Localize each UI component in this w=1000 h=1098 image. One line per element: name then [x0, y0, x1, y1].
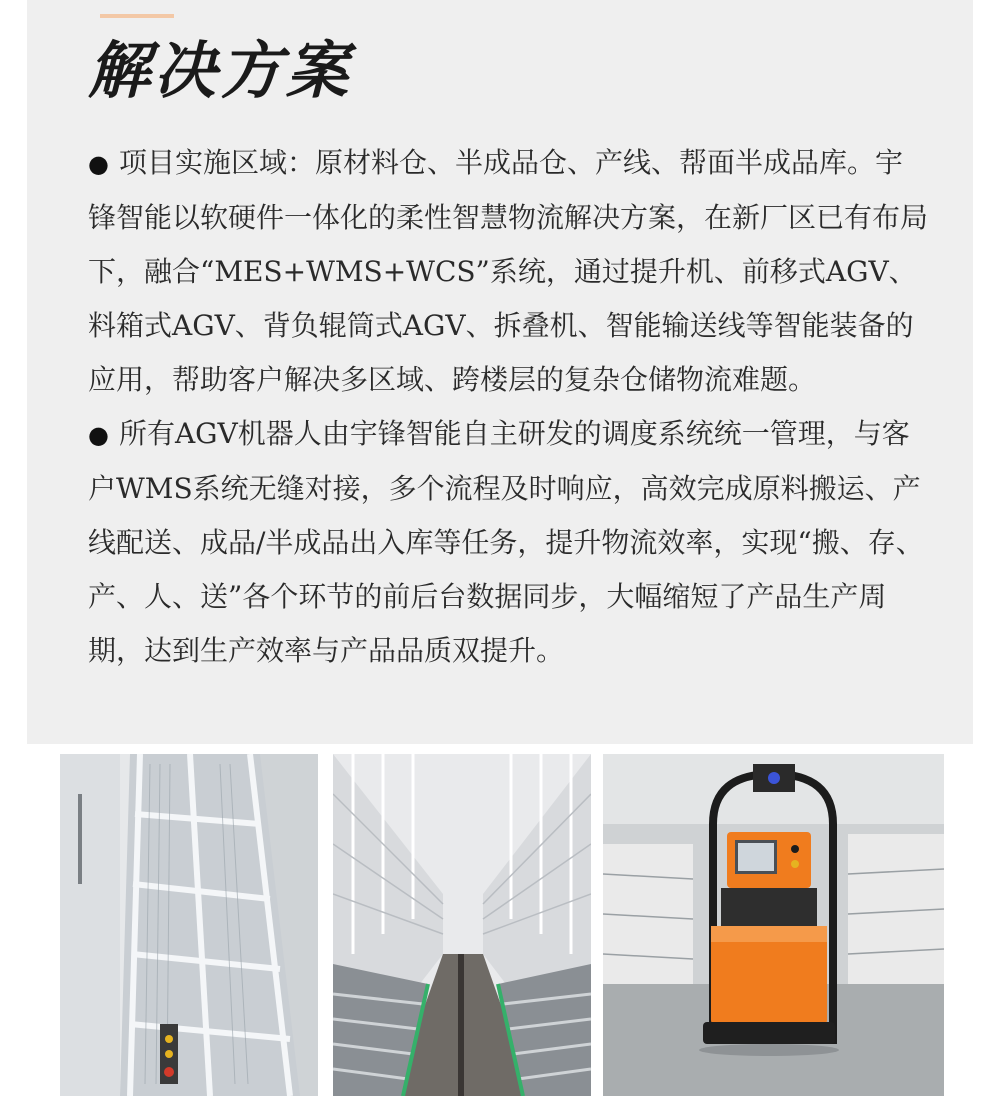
title-accent-bar — [100, 14, 174, 18]
section-title: 解决方案 — [88, 34, 353, 107]
bullet-icon: ● — [88, 421, 109, 449]
bullet-icon: ● — [88, 150, 109, 178]
lift-machine-photo — [60, 754, 318, 1096]
orange-agv-photo — [603, 754, 944, 1096]
paragraph-area — [88, 136, 928, 407]
photo-gallery — [0, 754, 1000, 1096]
paragraph-text: 所有AGV机器人由宇锋智能自主研发的调度系统统一管理，与客户WMS系统无缝对接，多个流程及时响应，高效完成原料搬运、产线配送、成品/半成品出入库等任务，提升物流效率，实现“搬、存、产、人、送”各个环节的前后台数据同步，大幅缩短了产品生产周期，达到生产效率与产品品质双提升。 — [88, 417, 924, 667]
paragraph-agv — [88, 407, 928, 678]
conveyor-racking-photo — [333, 754, 591, 1096]
solution-content — [88, 136, 928, 678]
paragraph-text: 项目实施区域：原材料仓、半成品仓、产线、帮面半成品库。宇锋智能以软硬件一体化的柔性智慧物流解决方案，在新厂区已有布局下，融合“MES+WMS+WCS”系统，通过提升机、前移式AGV、料箱式AGV、背负辊筒式AGV、拆叠机、智能输送线等智能装备的应用，帮助客户解决多区域、跨楼层的复杂仓储物流难题。 — [88, 146, 929, 396]
